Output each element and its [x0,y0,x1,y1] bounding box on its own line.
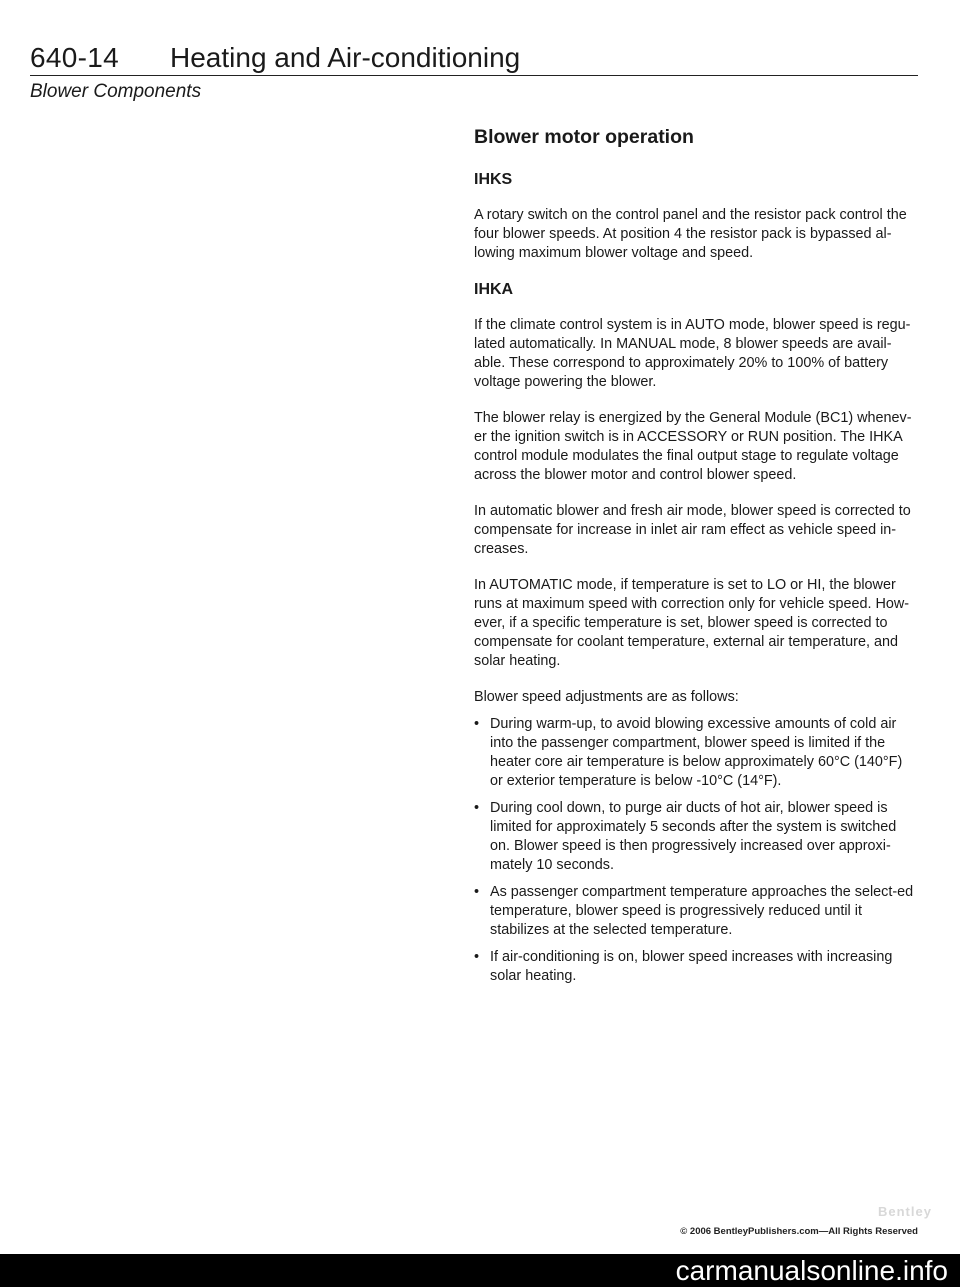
list-item [474,883,914,940]
page-number: 640-14 [30,42,119,73]
list-item-text: If air-conditioning is on, blower speed increases with increasing solar heating. [490,949,893,984]
ihka-paragraph-4: In AUTOMATIC mode, if temperature is set to LO or HI, the blower runs at maximum speed with correction only for vehicle speed. How-ever, if a specific temperature is set, blower speed is corrected to compensate for coolant temperature, external air temperature, and solar heating. [474,577,910,669]
copyright-notice: © 2006 BentleyPublishers.com—All Rights Reserved [680,1226,918,1237]
main-content [474,124,914,994]
bullet-icon: • [474,800,480,816]
bullet-icon: • [474,716,480,732]
list-item-text: As passenger compartment temperature approaches the select-ed temperature, blower speed is progressively reduced until it stabilizes at the selected temperature. [490,884,914,938]
page-title: Heating and Air-conditioning [170,42,521,73]
watermark-banner: carmanualsonline.info [0,1254,960,1287]
publisher-logo: Bentley [878,1204,932,1219]
adjustments-list [474,715,914,986]
ihka-paragraph-3: In automatic blower and fresh air mode, blower speed is corrected to compensate for increase in inlet air ram effect as vehicle speed in-creases. [474,503,911,557]
list-item-text: During cool down, to purge air ducts of hot air, blower speed is limited for approximately 5 seconds after the system is switched on. Blower speed is then progressively increased over approxi-mately 10 seconds. [490,800,897,873]
list-item [474,948,914,986]
ihks-heading: IHKS [474,171,513,188]
ihks-paragraph: A rotary switch on the control panel and the resistor pack control the four blower speeds. At position 4 the resistor pack is bypassed al-lowing maximum blower voltage and speed. [474,207,907,261]
ihka-heading: IHKA [474,281,514,298]
ihka-paragraph-2: The blower relay is energized by the General Module (BC1) whenev-er the ignition switch is in ACCESSORY or RUN position. The IHKA control module modulates the final output stage to regulate voltage across the blower motor and control blower speed. [474,410,912,483]
bullet-icon: • [474,949,480,965]
ihka-paragraph-1: If the climate control system is in AUTO mode, blower speed is regu-lated automatically. In MANUAL mode, 8 blower speeds are avail-able. These correspond to approximately 20% to 100% of battery voltage powering the blower. [474,317,911,390]
list-item [474,715,914,791]
list-item-text: During warm-up, to avoid blowing excessive amounts of cold air into the passenger compartment, blower speed is limited if the heater core air temperature is below approximately 60°C (140°F) or exterior temperature is below -10°C (14°F). [490,716,903,789]
list-item [474,799,914,875]
adjustments-intro: Blower speed adjustments are as follows: [474,689,739,705]
header-divider [30,75,918,76]
bullet-icon: • [474,884,480,900]
section-name: Blower Components [30,81,202,102]
content-heading: Blower motor operation [474,126,694,148]
